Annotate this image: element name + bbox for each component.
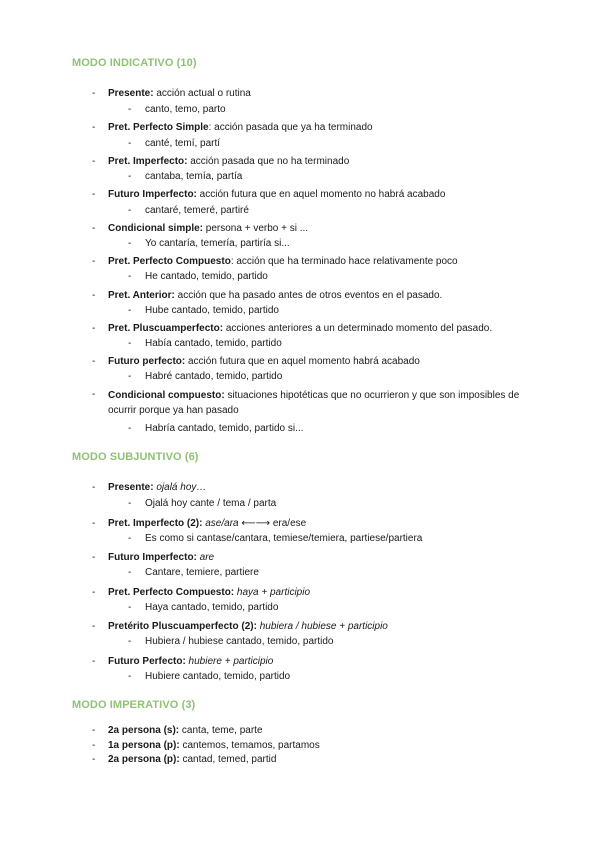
document-page: MODO INDICATIVO (10) - Presente: acción actual o rutina - canto, temo, parto - Pret. Perfecto Simple: acción pasada que ya ha terminado - canté, temí, partí - Pret. Imperfecto: acción pasada que no ha terminado - cantaba, temía, partía - Futuro Imperfecto: acción futura que en aquel momento no habrá acabado - cantaré, temeré, partiré - Condicional simple: persona + verbo + si ... - Yo cantaría, temería, partiría si... - Pret. Perfecto Compuesto: acción que ha terminado hace relativamente poco - He cantado, temido, partido - Pret. Anterior: acción que ha pasado antes de otros eventos en el pasado. - Hube cantado, temido, partido - Pret. Pluscuamperfecto: acciones anteriores a un determinado momento del pasado. - Había cantado, temido, partido - Futuro perfecto: acción futura que en aquel momento habrá acabado - Habré cantado, temido, partido - Condicional compuesto: situaciones hipotéticas que no ocurrieron y que son imposibles de ocurrir porque ya han pasado - Habría cantado, temido, partido si... MODO SUBJUNTIVO (6) - Presente: ojalá hoy… - Ojalá hoy cante / tema / parta - Pret. Imperfecto (2): ase/ara ⟵⟶ era/ese - Es como si cantase/cantara, temiese/temiera, partiese/partiera - Futuro Imperfecto: are - Cantare, temiere, partiere - Pret. Perfecto Compuesto: haya + participio - Haya cantado, temido, partido - Pretérito Pluscuamperfecto (2): hubiera / hubiese + participio - Hubiera / hubiese cantado, temido, partido - Futuro Perfecto: hubiere + participio - Hubiere cantado, temido, partido MODO IMPERATIVO (3) - 2a persona (s): canta, teme, parte - 1a persona (p): cantemos, temamos, partamos - 2a persona (p): cantad, temed, partid (72, 57, 520, 765)
section-heading-subjuntivo: MODO SUBJUNTIVO (6) (72, 451, 199, 463)
section-heading-indicativo: MODO INDICATIVO (10) (72, 57, 197, 69)
section-heading-imperativo: MODO IMPERATIVO (3) (72, 699, 196, 711)
